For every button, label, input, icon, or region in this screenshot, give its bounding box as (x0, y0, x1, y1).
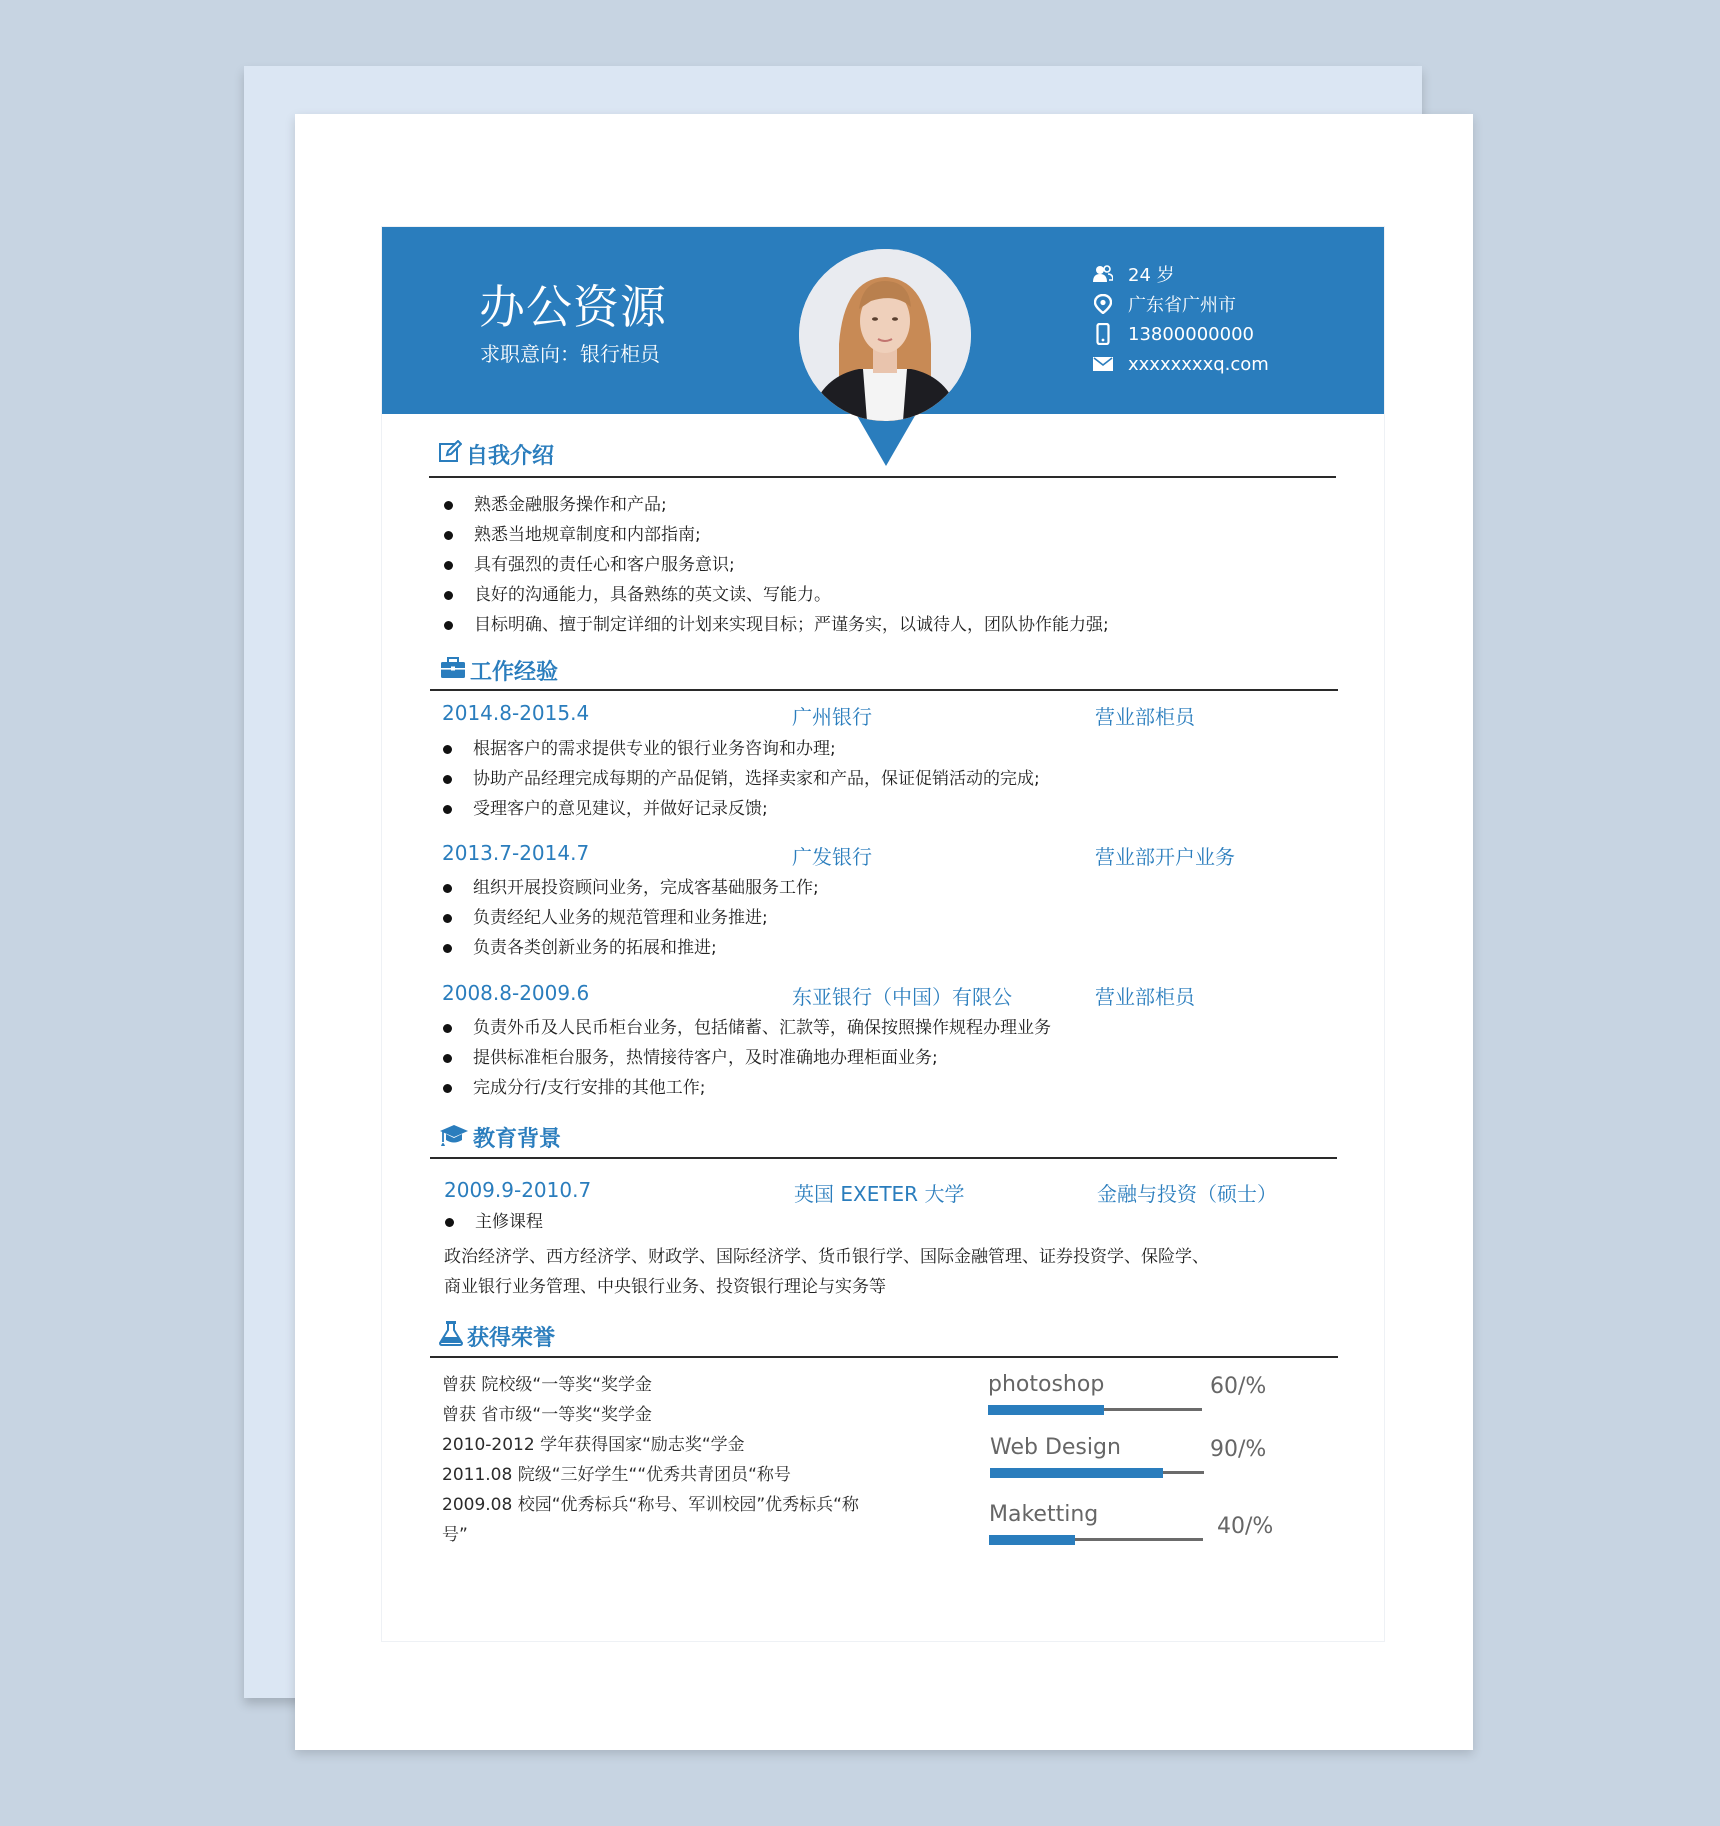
education-rule (430, 1157, 1337, 1159)
skill-name: Maketting (989, 1502, 1099, 1527)
section-title-education (439, 1122, 561, 1153)
list-item: 根据客户的需求提供专业的银行业务咨询和办理; (439, 734, 1040, 764)
list-item: 协助产品经理完成每期的产品促销，选择卖家和产品，保证促销活动的完成; (439, 764, 1040, 794)
job-company: 广发银行 (792, 845, 872, 869)
skill-bar (989, 1502, 1289, 1548)
list-item: 号” (442, 1525, 468, 1545)
self-intro-list (440, 490, 1109, 640)
photo-pointer (856, 414, 916, 466)
job-role: 营业部开户业务 (1095, 845, 1235, 869)
skill-name: photoshop (988, 1372, 1105, 1397)
skill-fill (988, 1405, 1104, 1415)
flask-icon (439, 1320, 463, 1352)
job-company: 东亚银行（中国）有限公 (792, 985, 1012, 1009)
work-title: 工作经验 (470, 660, 559, 685)
list-item: 负责外币及人民币柜台业务，包括储蓄、汇款等，确保按照操作规程办理业务 (439, 1013, 1051, 1043)
list-item: 负责经纪人业务的规范管理和业务推进; (439, 903, 819, 933)
course-list (441, 1207, 543, 1237)
job-header (442, 701, 1302, 731)
skill-name: Web Design (990, 1435, 1121, 1460)
education-title: 教育背景 (473, 1127, 562, 1152)
job-period: 2008.8-2009.6 (442, 981, 590, 1005)
job-header (442, 981, 1302, 1011)
mail-icon (1092, 353, 1114, 375)
list-item: 2009.08 校园“优秀标兵“称号、军训校园”优秀标兵“称 (442, 1495, 859, 1515)
contact-email (1092, 349, 1269, 379)
list-item: 曾获 院校级“一等奖“奖学金 (442, 1375, 653, 1395)
contact-location-text: 广东省广州市 (1128, 295, 1236, 316)
self-intro-title: 自我介绍 (466, 444, 555, 469)
skill-percent: 90/% (1210, 1437, 1267, 1462)
section-title-honors (439, 1320, 555, 1352)
job-period: 2014.8-2015.4 (442, 701, 590, 725)
list-item: 完成分行/支行安排的其他工作; (439, 1073, 1051, 1103)
list-item: 曾获 省市级“一等奖“奖学金 (442, 1405, 653, 1425)
list-item: 受理客户的意见建议，并做好记录反馈; (439, 794, 1040, 824)
honors-rule (430, 1356, 1338, 1358)
contact-phone (1092, 319, 1269, 349)
location-pin-icon (1092, 293, 1114, 315)
education-period: 2009.9-2010.7 (444, 1178, 592, 1202)
contact-list (1092, 259, 1269, 379)
job-duties (439, 873, 819, 963)
skill-fill (989, 1535, 1075, 1545)
skill-percent: 40/% (1217, 1514, 1274, 1539)
list-item: 主修课程 (441, 1207, 543, 1237)
contact-age-text: 24 岁 (1128, 265, 1175, 286)
contact-email-text: xxxxxxxxq.com (1128, 353, 1269, 375)
job-period: 2013.7-2014.7 (442, 841, 590, 865)
list-item: 提供标准柜台服务，热情接待客户，及时准确地办理柜面业务; (439, 1043, 1051, 1073)
list-item: 熟悉当地规章制度和内部指南; (440, 520, 1109, 550)
list-item: 组织开展投资顾问业务，完成客基础服务工作; (439, 873, 819, 903)
edit-icon (438, 440, 462, 470)
job-role: 营业部柜员 (1095, 985, 1195, 1009)
skill-bar (988, 1372, 1288, 1418)
education-degree: 金融与投资（硕士） (1097, 1182, 1277, 1206)
job-header (442, 841, 1302, 871)
education-school: 英国 EXETER 大学 (794, 1182, 965, 1206)
job-company: 广州银行 (792, 705, 872, 729)
contact-phone-text: 13800000000 (1128, 323, 1254, 345)
courses-line-2: 商业银行业务管理、中央银行业务、投资银行理论与实务等 (444, 1277, 886, 1297)
phone-icon (1092, 323, 1114, 345)
list-item: 2011.08 院级“三好学生““优秀共青团员“称号 (442, 1465, 791, 1485)
skill-fill (990, 1468, 1163, 1478)
work-rule (430, 689, 1338, 691)
list-item: 2010-2012 学年获得国家“励志奖“学金 (442, 1435, 745, 1455)
job-duties (439, 1013, 1051, 1103)
job-objective: 求职意向：银行柜员 (480, 342, 660, 366)
list-item: 负责各类创新业务的拓展和推进; (439, 933, 819, 963)
skill-bar (990, 1435, 1290, 1481)
list-item: 良好的沟通能力，具备熟练的英文读、写能力。 (440, 580, 1109, 610)
contact-age (1092, 259, 1269, 289)
honors-list (442, 1370, 859, 1550)
education-header (444, 1178, 1304, 1208)
self-intro-rule (429, 476, 1336, 478)
resume (381, 226, 1385, 1642)
list-item: 目标明确、擅于制定详细的计划来实现目标；严谨务实，以诚待人，团队协作能力强; (440, 610, 1109, 640)
honors-title: 获得荣誉 (467, 1325, 556, 1351)
profile-photo (799, 249, 971, 421)
briefcase-icon (440, 657, 466, 685)
contact-location (1092, 289, 1269, 319)
job-duties (439, 734, 1040, 824)
job-role: 营业部柜员 (1095, 705, 1195, 729)
candidate-name: 办公资源 (479, 280, 667, 334)
section-title-work (440, 655, 558, 686)
list-item: 熟悉金融服务操作和产品; (440, 490, 1109, 520)
courses-line-1: 政治经济学、西方经济学、财政学、国际经济学、货币银行学、国际金融管理、证券投资学、保险学、 (444, 1247, 1209, 1267)
skill-percent: 60/% (1210, 1374, 1267, 1399)
list-item: 具有强烈的责任心和客户服务意识; (440, 550, 1109, 580)
user-icon (1092, 263, 1114, 285)
graduation-cap-icon (439, 1123, 469, 1153)
section-title-self-intro (438, 439, 554, 470)
